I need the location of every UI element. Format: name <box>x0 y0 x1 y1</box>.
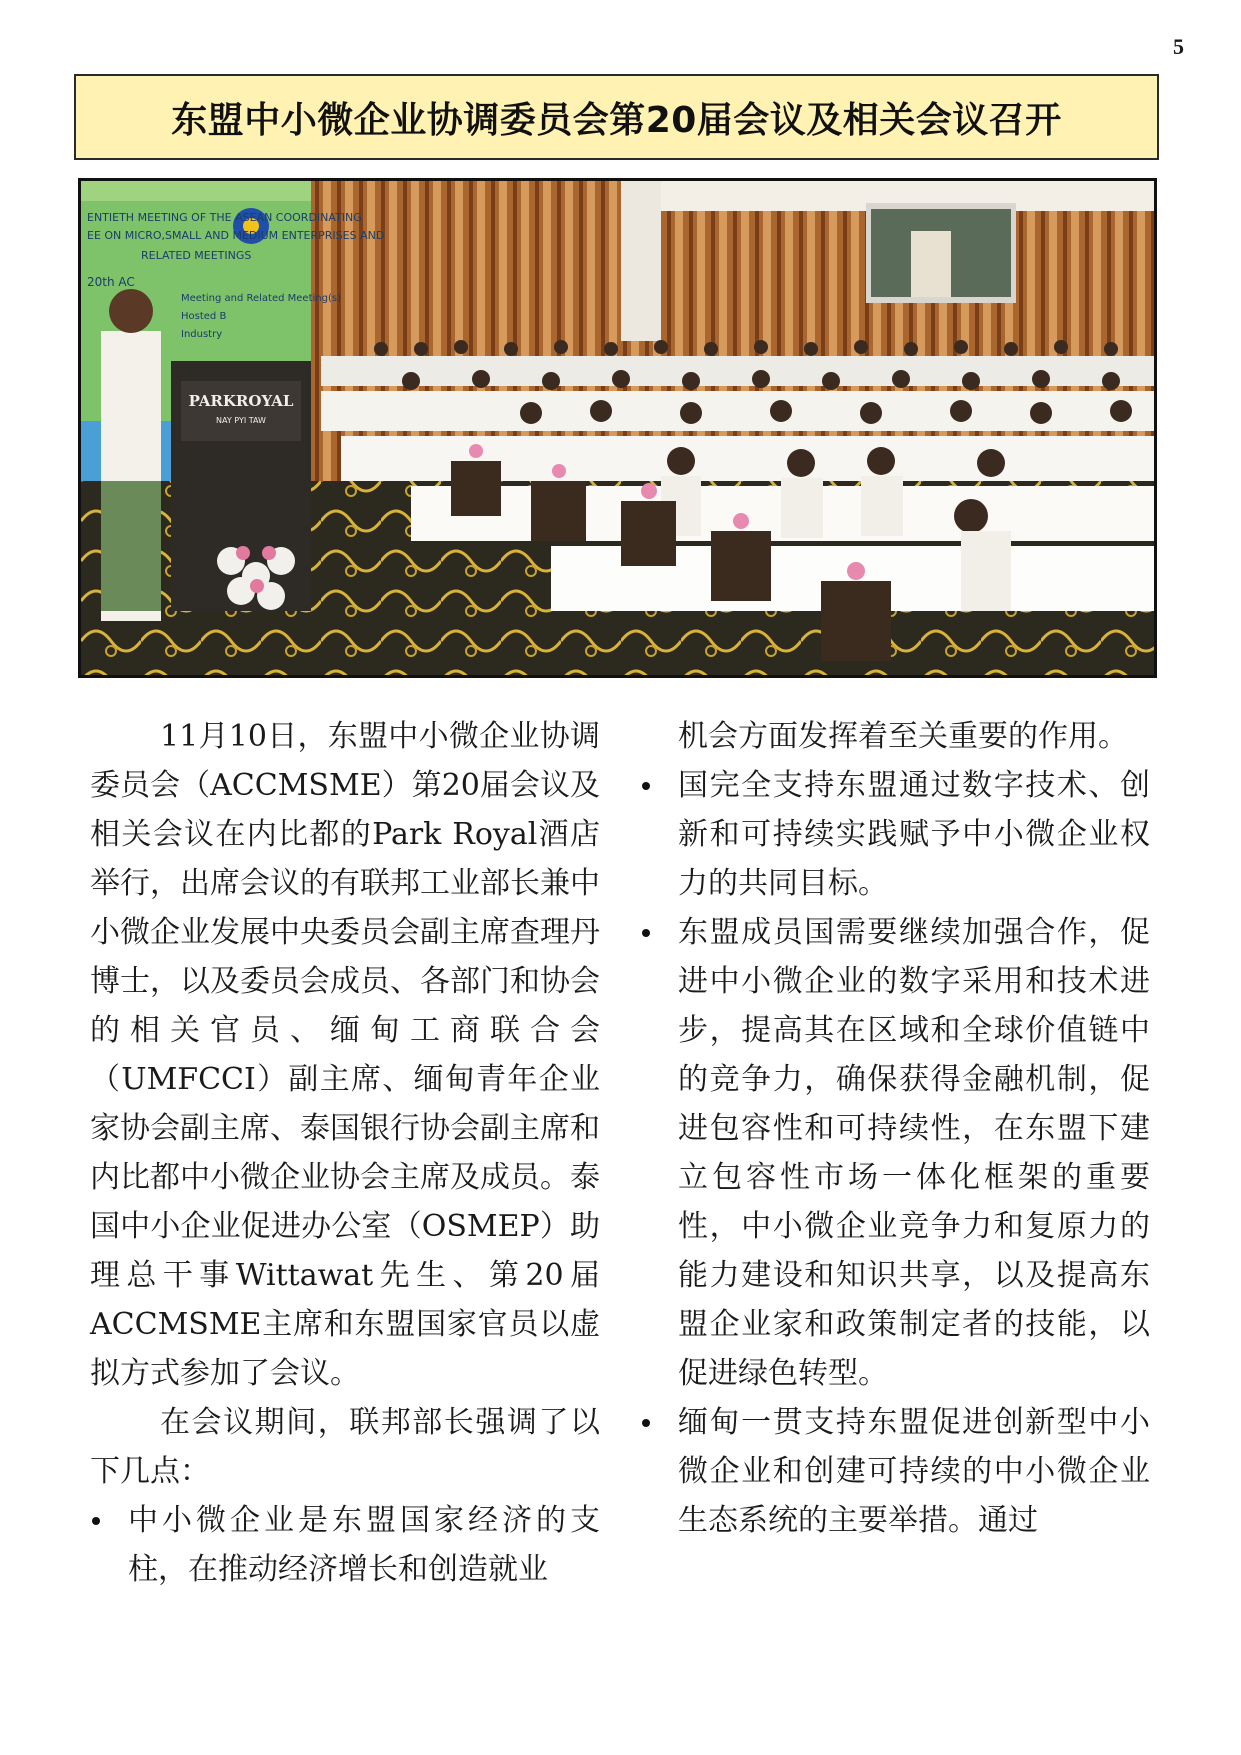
right-column <box>640 712 1150 1545</box>
paragraph-points-intro: 在会议期间，联邦部长强调了以下几点： <box>90 1405 600 1489</box>
banner-line-2: EE ON MICRO,SMALL AND MEDIUM ENTERPRISES AND <box>87 229 385 242</box>
meeting-photo-illustration <box>81 181 1154 675</box>
list-item <box>90 1496 600 1594</box>
bullet-dot <box>642 782 650 790</box>
banner-line-5: Meeting and Related Meeting(s) <box>181 293 341 304</box>
list-item <box>640 761 1150 908</box>
bullet-dot <box>642 1419 650 1427</box>
page-number: 5 <box>1173 34 1184 59</box>
bullet-text-2: 国完全支持东盟通过数字技术、创新和可持续实践赋予中小微企业权力的共同目标。 <box>678 768 1150 901</box>
bullet-dot <box>92 1517 100 1525</box>
banner-line-4: 20th AC <box>87 275 135 289</box>
bullet-text-3: 东盟成员国需要继续加强合作，促进中小微企业的数字采用和技术进步，提高其在区域和全球价值链中的竞争力，确保获得金融机制，促进包容性和可持续性，在东盟下建立包容性市场一体化框架的重要性，中小微企业竞争力和复原力的能力建设和知识共享，以及提高东盟企业家和政策制定者的技能，以促进绿色转型。 <box>678 915 1150 1391</box>
list-item <box>640 908 1150 1398</box>
banner-line-7: Industry <box>181 329 223 340</box>
podium-logo: PARKROYAL <box>188 392 294 410</box>
list-item <box>640 1398 1150 1545</box>
banner-line-6: Hosted B <box>181 311 227 322</box>
bullet-text-1a: 中小微企业是东盟国家经济的支柱，在推动经济增长和创造就业 <box>128 1503 600 1587</box>
title-box <box>74 74 1159 160</box>
bullet-text-1b: 机会方面发挥着至关重要的作用。 <box>678 719 1128 754</box>
meeting-photo <box>78 178 1157 678</box>
banner-line-3: RELATED MEETINGS <box>141 249 252 262</box>
paragraph-intro: 11月10日，东盟中小微企业协调委员会（ACCMSME）第20届会议及相关会议在内比都的Park Royal酒店举行，出席会议的有联邦工业部长兼中小微企业发展中央委员会副主席查理丹博士，以及委员会成员、各部门和协会的相关官员、缅甸工商联合会（UMFCCI）副主席、缅甸青年企业家协会副主席、泰国银行协会副主席和内比都中小微企业协会主席及成员。泰国中小企业促进办公室（OSMEP）助理总干事Wittawat先生、第20届ACCMSME主席和东盟国家官员以虚拟方式参加了会议。 <box>90 719 600 1391</box>
bullet-list-right <box>640 761 1150 1545</box>
podium-sub: NAY PYI TAW <box>216 416 266 425</box>
bullet-text-4: 缅甸一贯支持东盟促进创新型中小微企业和创建可持续的中小微企业生态系统的主要举措。通过 <box>678 1405 1150 1538</box>
article-title: 东盟中小微企业协调委员会第20届会议及相关会议召开 <box>171 99 1062 141</box>
bullet-dot <box>642 929 650 937</box>
left-column <box>90 712 600 1594</box>
bullet-list-left <box>90 1496 600 1594</box>
banner-line-1: ENTIETH MEETING OF THE ASEAN COORDINATING <box>87 211 362 224</box>
